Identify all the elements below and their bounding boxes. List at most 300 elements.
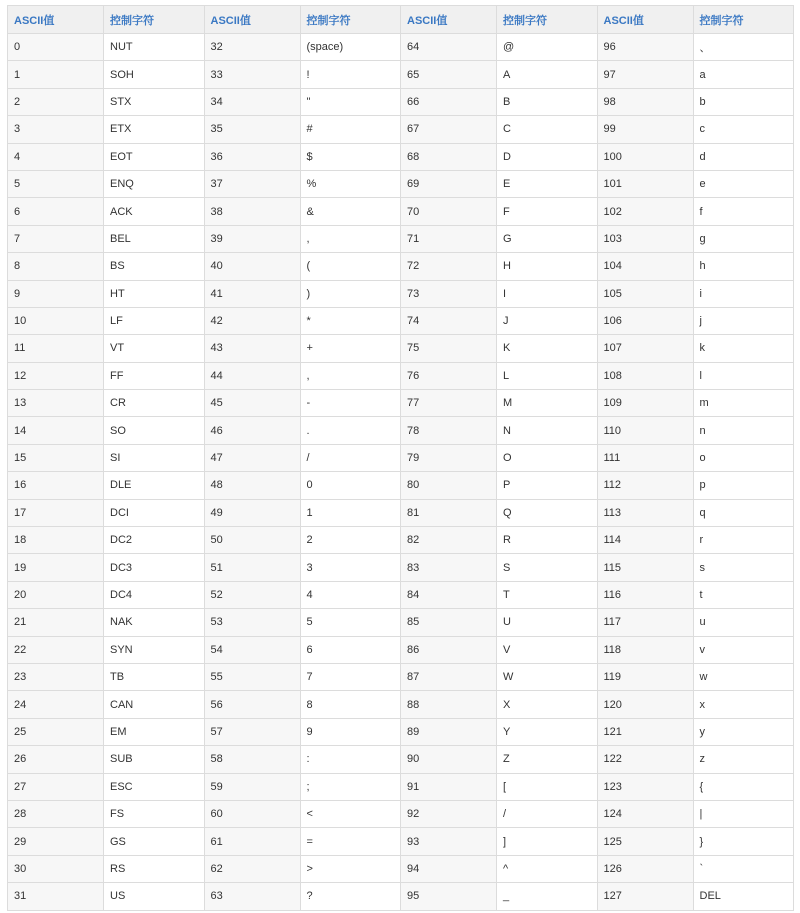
ascii-value-cell: 30: [8, 855, 104, 882]
control-char-cell: #: [300, 116, 401, 143]
ascii-value-cell: 64: [401, 34, 497, 61]
control-char-cell: ): [300, 280, 401, 307]
ascii-value-cell: 23: [8, 663, 104, 690]
control-char-cell: ": [300, 88, 401, 115]
control-char-cell: 2: [300, 527, 401, 554]
table-header: [8, 6, 794, 34]
ascii-value-cell: 36: [204, 143, 300, 170]
control-char-cell: j: [693, 307, 794, 334]
ascii-value-cell: 13: [8, 390, 104, 417]
table-row: [8, 636, 794, 663]
ascii-value-cell: 111: [597, 444, 693, 471]
ascii-value-cell: 17: [8, 499, 104, 526]
ascii-value-cell: 44: [204, 362, 300, 389]
ascii-value-cell: 74: [401, 307, 497, 334]
ascii-value-cell: 112: [597, 472, 693, 499]
ascii-value-cell: 35: [204, 116, 300, 143]
control-char-cell: V: [497, 636, 598, 663]
ascii-value-cell: 19: [8, 554, 104, 581]
control-char-cell: X: [497, 691, 598, 718]
ascii-value-cell: 52: [204, 581, 300, 608]
control-char-cell: ETX: [104, 116, 205, 143]
ascii-value-cell: 21: [8, 609, 104, 636]
control-char-cell: k: [693, 335, 794, 362]
control-char-cell: RS: [104, 855, 205, 882]
control-char-cell: ;: [300, 773, 401, 800]
control-char-cell: h: [693, 253, 794, 280]
control-char-cell: !: [300, 61, 401, 88]
control-char-cell: NUT: [104, 34, 205, 61]
header-ascii-value: ASCII值: [8, 6, 104, 34]
control-char-cell: v: [693, 636, 794, 663]
ascii-value-cell: 14: [8, 417, 104, 444]
ascii-value-cell: 86: [401, 636, 497, 663]
ascii-value-cell: 118: [597, 636, 693, 663]
control-char-cell: Z: [497, 746, 598, 773]
ascii-value-cell: 33: [204, 61, 300, 88]
ascii-value-cell: 6: [8, 198, 104, 225]
control-char-cell: >: [300, 855, 401, 882]
control-char-cell: /: [300, 444, 401, 471]
table-row: [8, 362, 794, 389]
table-row: [8, 527, 794, 554]
control-char-cell: (: [300, 253, 401, 280]
ascii-value-cell: 5: [8, 170, 104, 197]
ascii-value-cell: 48: [204, 472, 300, 499]
ascii-value-cell: 105: [597, 280, 693, 307]
ascii-value-cell: 76: [401, 362, 497, 389]
ascii-value-cell: 51: [204, 554, 300, 581]
header-control-char: 控制字符: [497, 6, 598, 34]
table-row: [8, 472, 794, 499]
control-char-cell: DEL: [693, 883, 794, 910]
control-char-cell: 3: [300, 554, 401, 581]
control-char-cell: r: [693, 527, 794, 554]
control-char-cell: CAN: [104, 691, 205, 718]
ascii-value-cell: 38: [204, 198, 300, 225]
control-char-cell: EM: [104, 718, 205, 745]
control-char-cell: ENQ: [104, 170, 205, 197]
header-ascii-value: ASCII值: [204, 6, 300, 34]
control-char-cell: FF: [104, 362, 205, 389]
ascii-value-cell: 116: [597, 581, 693, 608]
ascii-value-cell: 102: [597, 198, 693, 225]
ascii-value-cell: 47: [204, 444, 300, 471]
control-char-cell: STX: [104, 88, 205, 115]
ascii-value-cell: 46: [204, 417, 300, 444]
table-row: [8, 280, 794, 307]
header-control-char: 控制字符: [104, 6, 205, 34]
ascii-value-cell: 115: [597, 554, 693, 581]
ascii-value-cell: 22: [8, 636, 104, 663]
control-char-cell: @: [497, 34, 598, 61]
header-ascii-value: ASCII值: [401, 6, 497, 34]
control-char-cell: GS: [104, 828, 205, 855]
ascii-value-cell: 28: [8, 800, 104, 827]
table-row: [8, 88, 794, 115]
ascii-value-cell: 50: [204, 527, 300, 554]
header-control-char: 控制字符: [693, 6, 794, 34]
ascii-value-cell: 37: [204, 170, 300, 197]
ascii-value-cell: 99: [597, 116, 693, 143]
ascii-value-cell: 75: [401, 335, 497, 362]
control-char-cell: %: [300, 170, 401, 197]
ascii-value-cell: 103: [597, 225, 693, 252]
ascii-value-cell: 56: [204, 691, 300, 718]
control-char-cell: Q: [497, 499, 598, 526]
table-row: [8, 170, 794, 197]
control-char-cell: q: [693, 499, 794, 526]
control-char-cell: DC3: [104, 554, 205, 581]
ascii-value-cell: 2: [8, 88, 104, 115]
table-row: [8, 855, 794, 882]
ascii-value-cell: 10: [8, 307, 104, 334]
table-row: [8, 691, 794, 718]
control-char-cell: ?: [300, 883, 401, 910]
control-char-cell: x: [693, 691, 794, 718]
ascii-value-cell: 25: [8, 718, 104, 745]
control-char-cell: f: [693, 198, 794, 225]
ascii-value-cell: 26: [8, 746, 104, 773]
ascii-value-cell: 95: [401, 883, 497, 910]
control-char-cell: z: [693, 746, 794, 773]
ascii-value-cell: 42: [204, 307, 300, 334]
control-char-cell: b: [693, 88, 794, 115]
ascii-value-cell: 124: [597, 800, 693, 827]
control-char-cell: n: [693, 417, 794, 444]
control-char-cell: (space): [300, 34, 401, 61]
control-char-cell: 7: [300, 663, 401, 690]
control-char-cell: K: [497, 335, 598, 362]
control-char-cell: /: [497, 800, 598, 827]
control-char-cell: m: [693, 390, 794, 417]
control-char-cell: ^: [497, 855, 598, 882]
ascii-value-cell: 11: [8, 335, 104, 362]
ascii-value-cell: 12: [8, 362, 104, 389]
ascii-value-cell: 59: [204, 773, 300, 800]
control-char-cell: R: [497, 527, 598, 554]
ascii-value-cell: 71: [401, 225, 497, 252]
control-char-cell: S: [497, 554, 598, 581]
control-char-cell: 6: [300, 636, 401, 663]
ascii-value-cell: 79: [401, 444, 497, 471]
control-char-cell: SOH: [104, 61, 205, 88]
control-char-cell: 1: [300, 499, 401, 526]
ascii-value-cell: 69: [401, 170, 497, 197]
control-char-cell: H: [497, 253, 598, 280]
ascii-value-cell: 88: [401, 691, 497, 718]
table-row: [8, 800, 794, 827]
control-char-cell: .: [300, 417, 401, 444]
ascii-value-cell: 119: [597, 663, 693, 690]
ascii-value-cell: 91: [401, 773, 497, 800]
ascii-value-cell: 40: [204, 253, 300, 280]
control-char-cell: M: [497, 390, 598, 417]
control-char-cell: ACK: [104, 198, 205, 225]
control-char-cell: NAK: [104, 609, 205, 636]
ascii-value-cell: 41: [204, 280, 300, 307]
table-row: [8, 718, 794, 745]
control-char-cell: _: [497, 883, 598, 910]
ascii-value-cell: 1: [8, 61, 104, 88]
table-row: [8, 663, 794, 690]
control-char-cell: 8: [300, 691, 401, 718]
ascii-value-cell: 72: [401, 253, 497, 280]
control-char-cell: VT: [104, 335, 205, 362]
control-char-cell: 9: [300, 718, 401, 745]
control-char-cell: 、: [693, 34, 794, 61]
table-row: [8, 773, 794, 800]
ascii-value-cell: 29: [8, 828, 104, 855]
ascii-value-cell: 127: [597, 883, 693, 910]
control-char-cell: L: [497, 362, 598, 389]
control-char-cell: G: [497, 225, 598, 252]
control-char-cell: B: [497, 88, 598, 115]
control-char-cell: e: [693, 170, 794, 197]
ascii-value-cell: 58: [204, 746, 300, 773]
ascii-table-container: [7, 5, 793, 911]
control-char-cell: t: [693, 581, 794, 608]
table-row: [8, 581, 794, 608]
control-char-cell: O: [497, 444, 598, 471]
ascii-value-cell: 57: [204, 718, 300, 745]
ascii-value-cell: 126: [597, 855, 693, 882]
control-char-cell: }: [693, 828, 794, 855]
ascii-value-cell: 0: [8, 34, 104, 61]
ascii-value-cell: 4: [8, 143, 104, 170]
control-char-cell: <: [300, 800, 401, 827]
control-char-cell: DC4: [104, 581, 205, 608]
control-char-cell: &: [300, 198, 401, 225]
table-row: [8, 499, 794, 526]
ascii-value-cell: 92: [401, 800, 497, 827]
ascii-value-cell: 109: [597, 390, 693, 417]
control-char-cell: DLE: [104, 472, 205, 499]
ascii-value-cell: 31: [8, 883, 104, 910]
control-char-cell: US: [104, 883, 205, 910]
ascii-value-cell: 16: [8, 472, 104, 499]
ascii-value-cell: 100: [597, 143, 693, 170]
ascii-value-cell: 104: [597, 253, 693, 280]
ascii-value-cell: 84: [401, 581, 497, 608]
ascii-value-cell: 107: [597, 335, 693, 362]
ascii-value-cell: 49: [204, 499, 300, 526]
control-char-cell: P: [497, 472, 598, 499]
control-char-cell: SO: [104, 417, 205, 444]
ascii-value-cell: 98: [597, 88, 693, 115]
table-body: [8, 34, 794, 911]
control-char-cell: *: [300, 307, 401, 334]
ascii-value-cell: 123: [597, 773, 693, 800]
control-char-cell: CR: [104, 390, 205, 417]
control-char-cell: N: [497, 417, 598, 444]
control-char-cell: =: [300, 828, 401, 855]
table-row: [8, 883, 794, 910]
ascii-value-cell: 7: [8, 225, 104, 252]
control-char-cell: EOT: [104, 143, 205, 170]
control-char-cell: +: [300, 335, 401, 362]
table-row: [8, 335, 794, 362]
table-row: [8, 61, 794, 88]
ascii-value-cell: 53: [204, 609, 300, 636]
control-char-cell: E: [497, 170, 598, 197]
control-char-cell: T: [497, 581, 598, 608]
control-char-cell: F: [497, 198, 598, 225]
control-char-cell: :: [300, 746, 401, 773]
table-row: [8, 198, 794, 225]
control-char-cell: p: [693, 472, 794, 499]
ascii-value-cell: 18: [8, 527, 104, 554]
ascii-value-cell: 89: [401, 718, 497, 745]
ascii-value-cell: 120: [597, 691, 693, 718]
table-row: [8, 444, 794, 471]
control-char-cell: TB: [104, 663, 205, 690]
control-char-cell: SI: [104, 444, 205, 471]
table-row: [8, 253, 794, 280]
ascii-value-cell: 20: [8, 581, 104, 608]
ascii-value-cell: 66: [401, 88, 497, 115]
ascii-value-cell: 63: [204, 883, 300, 910]
control-char-cell: c: [693, 116, 794, 143]
control-char-cell: SYN: [104, 636, 205, 663]
ascii-value-cell: 45: [204, 390, 300, 417]
control-char-cell: Y: [497, 718, 598, 745]
control-char-cell: FS: [104, 800, 205, 827]
header-control-char: 控制字符: [300, 6, 401, 34]
control-char-cell: i: [693, 280, 794, 307]
control-char-cell: W: [497, 663, 598, 690]
control-char-cell: 5: [300, 609, 401, 636]
ascii-value-cell: 39: [204, 225, 300, 252]
table-row: [8, 225, 794, 252]
control-char-cell: y: [693, 718, 794, 745]
ascii-value-cell: 9: [8, 280, 104, 307]
control-char-cell: -: [300, 390, 401, 417]
table-row: [8, 116, 794, 143]
table-row: [8, 34, 794, 61]
ascii-value-cell: 34: [204, 88, 300, 115]
control-char-cell: J: [497, 307, 598, 334]
table-row: [8, 390, 794, 417]
control-char-cell: $: [300, 143, 401, 170]
ascii-value-cell: 82: [401, 527, 497, 554]
ascii-value-cell: 32: [204, 34, 300, 61]
control-char-cell: ,: [300, 225, 401, 252]
ascii-value-cell: 85: [401, 609, 497, 636]
table-row: [8, 554, 794, 581]
header-ascii-value: ASCII值: [597, 6, 693, 34]
ascii-value-cell: 110: [597, 417, 693, 444]
ascii-value-cell: 55: [204, 663, 300, 690]
ascii-value-cell: 43: [204, 335, 300, 362]
ascii-value-cell: 27: [8, 773, 104, 800]
control-char-cell: ESC: [104, 773, 205, 800]
control-char-cell: d: [693, 143, 794, 170]
control-char-cell: [: [497, 773, 598, 800]
control-char-cell: |: [693, 800, 794, 827]
ascii-value-cell: 3: [8, 116, 104, 143]
ascii-value-cell: 65: [401, 61, 497, 88]
ascii-value-cell: 61: [204, 828, 300, 855]
ascii-value-cell: 96: [597, 34, 693, 61]
ascii-value-cell: 121: [597, 718, 693, 745]
ascii-value-cell: 114: [597, 527, 693, 554]
ascii-value-cell: 60: [204, 800, 300, 827]
control-char-cell: o: [693, 444, 794, 471]
ascii-value-cell: 15: [8, 444, 104, 471]
control-char-cell: A: [497, 61, 598, 88]
ascii-value-cell: 108: [597, 362, 693, 389]
control-char-cell: I: [497, 280, 598, 307]
control-char-cell: BS: [104, 253, 205, 280]
ascii-value-cell: 94: [401, 855, 497, 882]
control-char-cell: a: [693, 61, 794, 88]
control-char-cell: ,: [300, 362, 401, 389]
ascii-value-cell: 68: [401, 143, 497, 170]
table-row: [8, 307, 794, 334]
ascii-value-cell: 73: [401, 280, 497, 307]
ascii-value-cell: 117: [597, 609, 693, 636]
ascii-value-cell: 80: [401, 472, 497, 499]
ascii-value-cell: 8: [8, 253, 104, 280]
ascii-value-cell: 87: [401, 663, 497, 690]
control-char-cell: DCI: [104, 499, 205, 526]
control-char-cell: HT: [104, 280, 205, 307]
ascii-value-cell: 81: [401, 499, 497, 526]
control-char-cell: D: [497, 143, 598, 170]
ascii-value-cell: 24: [8, 691, 104, 718]
ascii-value-cell: 101: [597, 170, 693, 197]
control-char-cell: LF: [104, 307, 205, 334]
table-row: [8, 609, 794, 636]
ascii-value-cell: 90: [401, 746, 497, 773]
header-row: [8, 6, 794, 34]
control-char-cell: DC2: [104, 527, 205, 554]
table-row: [8, 746, 794, 773]
control-char-cell: 0: [300, 472, 401, 499]
ascii-value-cell: 67: [401, 116, 497, 143]
ascii-value-cell: 97: [597, 61, 693, 88]
control-char-cell: {: [693, 773, 794, 800]
ascii-value-cell: 70: [401, 198, 497, 225]
ascii-value-cell: 83: [401, 554, 497, 581]
ascii-value-cell: 125: [597, 828, 693, 855]
ascii-value-cell: 113: [597, 499, 693, 526]
ascii-value-cell: 62: [204, 855, 300, 882]
table-row: [8, 417, 794, 444]
ascii-value-cell: 106: [597, 307, 693, 334]
control-char-cell: l: [693, 362, 794, 389]
control-char-cell: ]: [497, 828, 598, 855]
table-row: [8, 828, 794, 855]
control-char-cell: w: [693, 663, 794, 690]
ascii-value-cell: 54: [204, 636, 300, 663]
ascii-value-cell: 93: [401, 828, 497, 855]
control-char-cell: 4: [300, 581, 401, 608]
control-char-cell: s: [693, 554, 794, 581]
ascii-table: [7, 5, 794, 911]
ascii-value-cell: 77: [401, 390, 497, 417]
control-char-cell: SUB: [104, 746, 205, 773]
control-char-cell: U: [497, 609, 598, 636]
control-char-cell: g: [693, 225, 794, 252]
ascii-value-cell: 78: [401, 417, 497, 444]
control-char-cell: C: [497, 116, 598, 143]
table-row: [8, 143, 794, 170]
control-char-cell: u: [693, 609, 794, 636]
control-char-cell: BEL: [104, 225, 205, 252]
ascii-value-cell: 122: [597, 746, 693, 773]
